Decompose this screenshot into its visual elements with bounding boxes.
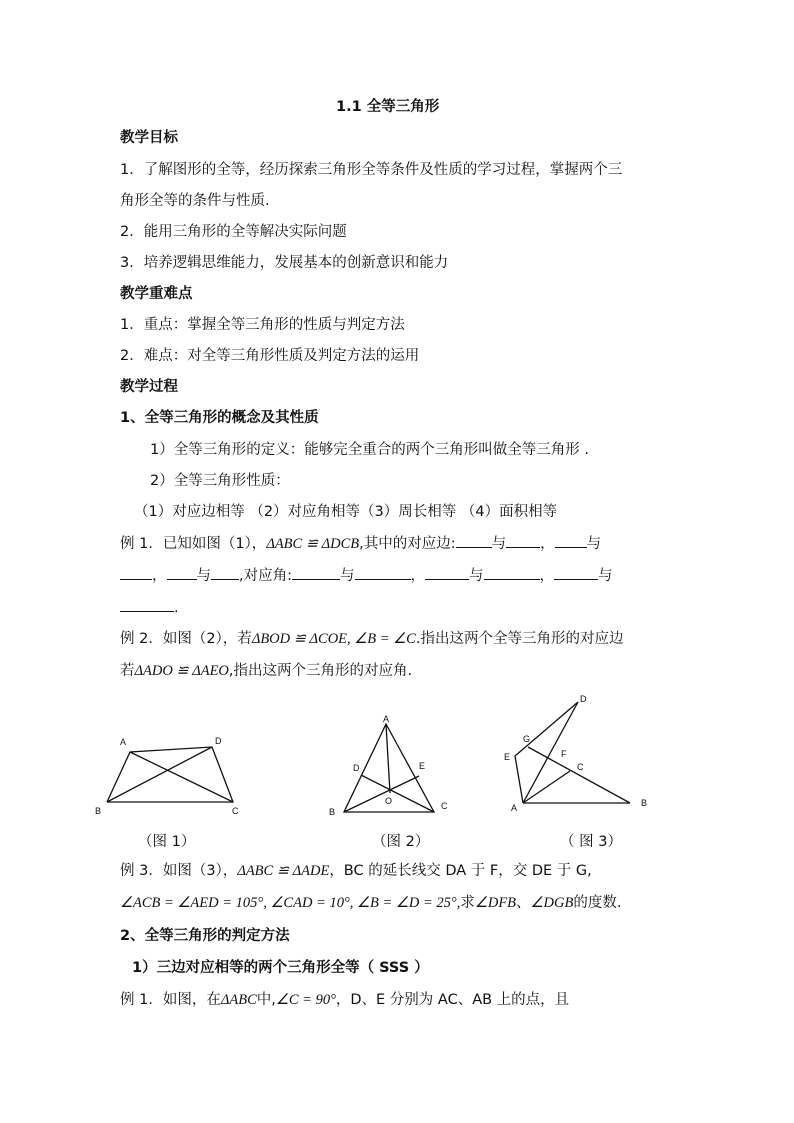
example-2-line-1 — [120, 629, 623, 649]
comma-text: ， — [152, 568, 167, 584]
fig1-label-d: D — [215, 736, 222, 746]
s2-example-1-formula-1: ΔABC — [220, 992, 257, 1008]
fig1-segment — [107, 747, 233, 802]
answer-blank[interactable] — [355, 565, 411, 580]
fig3-label-d: D — [580, 694, 587, 704]
objective-item-2: 2．能用三角形的全等解决实际问题 — [120, 224, 347, 240]
fig1-label-a: A — [120, 737, 127, 747]
answer-blank[interactable] — [506, 533, 540, 548]
with-text: 与 — [586, 536, 602, 552]
sss-subheading: 1）三边对应相等的两个三角形全等（ SSS ） — [132, 960, 429, 976]
key-points-heading: 教学重难点 — [120, 286, 193, 302]
answer-blank[interactable] — [120, 565, 152, 580]
properties-list: （1）对应边相等 （2）对应角相等（3）周长相等 （4）面积相等 — [134, 504, 558, 520]
comma-text: ， — [540, 536, 555, 552]
with-text: 与 — [196, 568, 211, 584]
example-3-line-1 — [120, 861, 592, 881]
fig2-label-a: A — [383, 714, 390, 724]
figure-2 — [320, 712, 450, 822]
answer-blank[interactable] — [425, 565, 469, 580]
example-3-formula-3: ∠DFB — [474, 895, 517, 911]
s2-example-1-formula-2: ∠C = 90° — [275, 992, 336, 1008]
answer-blank[interactable] — [292, 565, 340, 580]
with-text: 与 — [340, 568, 355, 584]
fig1-label-b: B — [95, 806, 102, 816]
example-3-text-1: ，BC 的延长线交 DA 于 F，交 DE 于 G, — [329, 863, 592, 879]
fig3-label-g: G — [523, 734, 531, 744]
answer-blank[interactable] — [554, 565, 598, 580]
fig3-label-b: B — [641, 798, 648, 808]
example-2-line-2 — [120, 661, 412, 681]
answer-blank[interactable] — [167, 565, 197, 580]
figure-1 — [90, 730, 250, 820]
objective-item-1-line-1: 1．了解图形的全等，经历探索三角形全等条件及性质的学习过程，掌握两个三 — [120, 162, 623, 178]
figure-3 — [495, 690, 675, 820]
example-1-line-3 — [120, 597, 179, 618]
example-2-formula-2: ΔADO ≌ ΔAEO — [134, 663, 229, 679]
example-1-line-2 — [120, 565, 613, 586]
example-3-line-2 — [120, 893, 621, 913]
example-2-suffix-1: .指出这两个全等三角形的对应边 — [415, 631, 624, 647]
example-3-text-2: 求 — [460, 895, 475, 911]
with-text: 与 — [491, 536, 507, 552]
example-3-sep: 、 — [516, 895, 531, 911]
comma-text: ， — [410, 568, 425, 584]
fig2-line-be — [344, 776, 419, 812]
example-2-suffix-2: ,指出这两个三角形的对应角. — [228, 663, 413, 679]
answer-blank[interactable] — [484, 565, 540, 580]
objective-item-3: 3．培养逻辑思维能力，发展基本的创新意识和能力 — [120, 255, 449, 271]
fig1-diagonal-ac — [130, 752, 233, 802]
example-3-prefix: 例 3．如图（3）， — [120, 863, 238, 879]
fig3-line-ae — [515, 756, 523, 803]
fig2-label-e: E — [419, 761, 426, 771]
fig3-line-bg — [528, 747, 630, 803]
example-3-text-3: 的度数. — [573, 895, 622, 911]
section-1-heading: 1、全等三角形的概念及其性质 — [120, 410, 319, 426]
example-1-prefix: 例 1．已知如图（1）， — [120, 536, 267, 552]
fig3-label-c: C — [577, 762, 584, 772]
fig1-diagonal-bd — [107, 747, 212, 802]
s2-example-1-mid: 中, — [256, 992, 276, 1008]
answer-blank[interactable] — [456, 533, 492, 548]
section-2-heading: 2、全等三角形的判定方法 — [120, 928, 290, 944]
fig2-line-cd — [361, 775, 434, 812]
example-3-formula-1: ΔABC ≌ ΔADE — [237, 863, 330, 879]
angle-label: ,对应角: — [239, 568, 292, 584]
fig2-line-ao — [386, 724, 390, 793]
figure-3-caption: （ 图 3） — [560, 834, 622, 850]
fig3-label-f: F — [561, 749, 567, 759]
with-text: 与 — [469, 568, 484, 584]
process-heading: 教学过程 — [120, 379, 178, 395]
fig2-label-o: O — [385, 796, 393, 806]
fig1-label-c: C — [232, 806, 239, 816]
fig2-label-c: C — [441, 801, 448, 811]
with-text: 与 — [598, 568, 613, 584]
answer-blank[interactable] — [211, 565, 239, 580]
example-2-prefix: 例 2．如图（2），若 — [120, 631, 252, 647]
answer-blank[interactable] — [555, 533, 587, 548]
example-2-prefix-2: 若 — [120, 663, 135, 679]
fig3-line-ad — [523, 702, 578, 803]
objectives-heading: 教学目标 — [120, 130, 178, 146]
key-point-2: 2．难点：对全等三角形性质及判定方法的运用 — [120, 348, 420, 364]
example-2-formula-1: ΔBOD ≌ ΔCOE, ∠B = ∠C — [251, 631, 416, 647]
comma-text: ， — [539, 568, 554, 584]
section-2-example-1 — [120, 990, 569, 1010]
side-label: ,其中的对应边: — [359, 536, 456, 552]
fig3-line-ed — [515, 702, 578, 756]
figure-1-caption: （图 1） — [138, 834, 196, 850]
fig3-label-e: E — [504, 752, 511, 762]
example-3-formula-2: ∠ACB = ∠AED = 105°, ∠CAD = 10°, ∠B = ∠D = 25°, — [120, 895, 461, 911]
s2-example-1-suffix: ，D、E 分别为 AC、AB 上的点，且 — [335, 992, 570, 1008]
fig2-label-d: D — [353, 763, 360, 773]
key-point-1: 1．重点：掌握全等三角形的性质与判定方法 — [120, 317, 405, 333]
definition-line: 1）全等三角形的定义：能够完全重合的两个三角形叫做全等三角形 . — [150, 442, 589, 458]
s2-example-1-prefix: 例 1．如图，在 — [120, 992, 221, 1008]
period-text: . — [174, 600, 179, 616]
page-title: 1.1 全等三角形 — [336, 99, 440, 115]
example-3-formula-4: ∠DGB — [530, 895, 574, 911]
objective-item-1-line-2: 角形全等的条件与性质. — [120, 193, 270, 209]
figure-2-caption: （图 2） — [372, 834, 430, 850]
fig3-label-a: A — [511, 803, 518, 813]
answer-blank[interactable] — [120, 597, 174, 612]
fig2-label-b: B — [329, 807, 336, 817]
example-1-formula: ΔABC ≌ ΔDCB — [266, 536, 360, 552]
fig3-line-ac — [523, 771, 570, 803]
example-1-line-1 — [120, 533, 601, 554]
properties-label: 2）全等三角形性质： — [150, 473, 290, 489]
